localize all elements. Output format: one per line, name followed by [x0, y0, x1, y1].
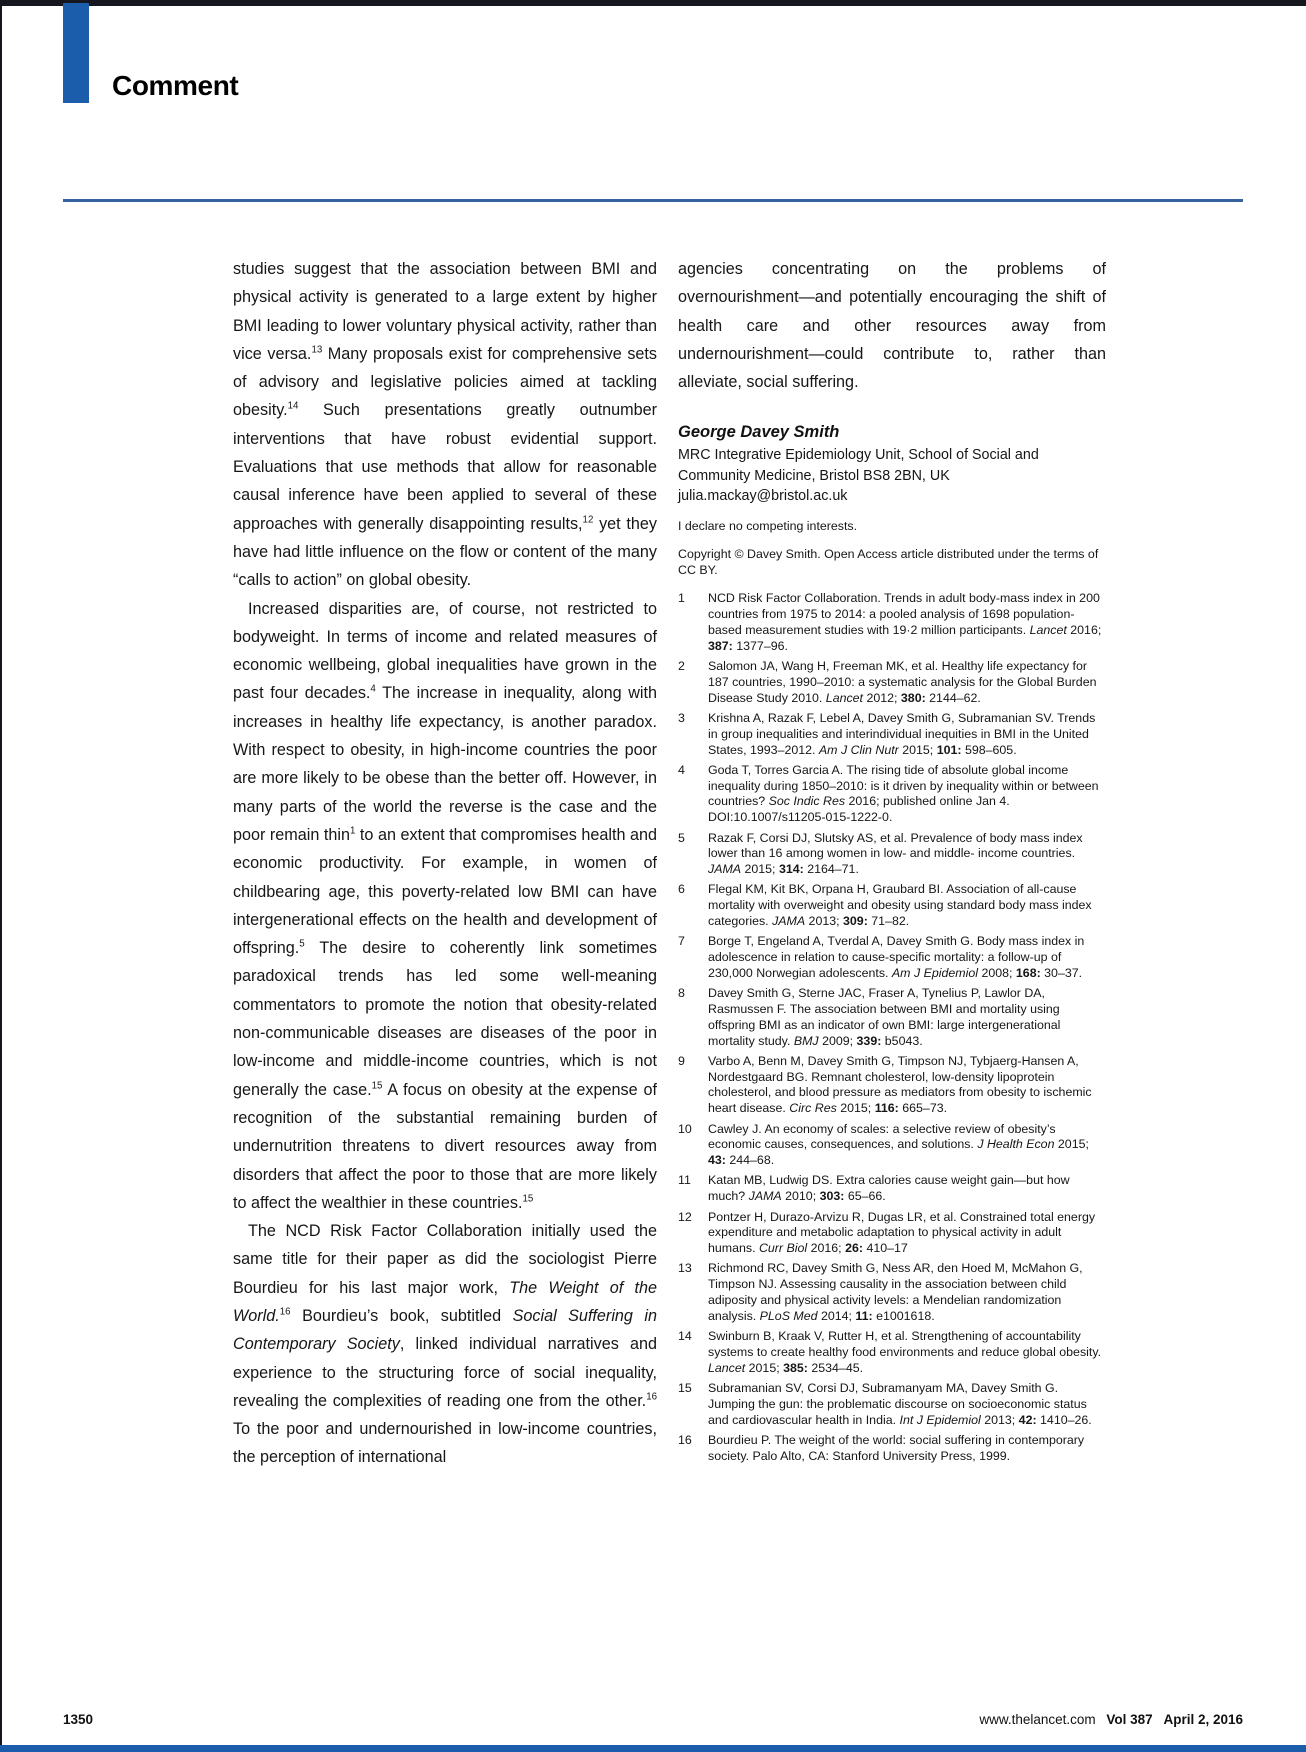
reference-item	[678, 882, 1106, 929]
reference-number: 2	[678, 659, 685, 674]
reference-number: 14	[678, 1329, 692, 1344]
footer-citation	[972, 1712, 1243, 1727]
reference-item	[678, 831, 1106, 878]
reference-text: Bourdieu P. The weight of the world: social suffering in contemporary society. Palo Alto, CA: Stanford University Press, 1999.	[708, 1432, 1085, 1463]
footer-volume: Vol 387	[1106, 1712, 1153, 1727]
reference-number: 15	[678, 1381, 692, 1396]
competing-interests-declaration: I declare no competing interests.	[678, 518, 858, 533]
section-title: Comment	[112, 70, 239, 101]
reference-text: Krishna A, Razak F, Lebel A, Davey Smith G, Subramanian SV. Trends in group inequalities and interindividual inequities in BMI in the United States, 1993–2012. Am J Clin Nutr 2015; 101: 598–605.	[708, 710, 1096, 757]
reference-number: 9	[678, 1053, 685, 1068]
page-footer	[63, 1712, 1243, 1727]
reference-item	[678, 763, 1106, 826]
right-column	[678, 255, 1106, 1472]
reference-number: 8	[678, 986, 685, 1001]
reference-text: Davey Smith G, Sterne JAC, Fraser A, Tynelius P, Lawlor DA, Rasmussen F. The association between BMI and mortality using offspring BMI as an indicator of own BMI: large intergenerational mortality study. BMJ 2009; 339: b5043.	[708, 986, 1061, 1048]
reference-item	[678, 1329, 1106, 1376]
reference-item	[678, 1381, 1106, 1428]
reference-text: NCD Risk Factor Collaboration. Trends in adult body-mass index in 200 countries from 1975 to 2014: a pooled analysis of 1698 population-based measurement studies with 19·2 million participants. Lancet 2016; 387: 1377–96.	[708, 591, 1102, 653]
reference-number: 7	[678, 934, 685, 949]
reference-item	[678, 591, 1106, 654]
header-rule	[63, 199, 1243, 202]
left-edge-line	[0, 0, 2, 1752]
reference-item	[678, 1122, 1106, 1169]
reference-text: Salomon JA, Wang H, Freeman MK, et al. Healthy life expectancy for 187 countries, 1990–2010: a systematic analysis for the Global Burden Disease Study 2010. Lancet 2012; 380: 2144–62.	[708, 659, 1097, 705]
reference-item	[678, 1173, 1106, 1205]
footer-date: April 2, 2016	[1163, 1712, 1243, 1727]
reference-text: Richmond RC, Davey Smith G, Ness AR, den Hoed M, McMahon G, Timpson NJ. Assessing causality in the association between child adiposity and physical activity levels: a Mendelian randomization analysis. PLoS Med 2014; 11: e1001618.	[708, 1261, 1083, 1323]
reference-text: Swinburn B, Kraak V, Rutter H, et al. Strengthening of accountability systems to create healthy food environments and reduce global obesity. Lancet 2015; 385: 2534–45.	[708, 1329, 1102, 1375]
reference-text: Cawley J. An economy of scales: a selective review of obesity’s economic causes, consequences, and solutions. J Health Econ 2015; 43: 244–68.	[708, 1121, 1089, 1168]
article-body	[233, 255, 1106, 1472]
reference-number: 4	[678, 762, 685, 777]
body-paragraph-4: agencies concentrating on the problems of overnourishment—and potentially encouraging the shift of health care and other resources away from undernourishment—could contribute to, rather than alleviate, social suffering.	[678, 260, 1106, 392]
reference-number: 10	[678, 1121, 692, 1136]
section-accent-bar	[63, 3, 89, 103]
body-paragraph-2: Increased disparities are, of course, not restricted to bodyweight. In terms of income and related measures of economic wellbeing, global inequalities have grown in the past four decades.$^4$ The increase in inequality, along with increases in healthy life expectancy, is another paradox. With respect to obesity, in high-income countries the poor are more likely to be obese than the better off. However, in many parts of the world the reverse is the case and the poor remain thin$^1$ to an extent that compromises health and economic productivity. For example, in women of childbearing age, this poverty-related low BMI can have intergenerational effects on the health and development of offspring.$^5$ The desire to coherently link sometimes paradoxical trends has led some well-meaning commentators to promote the notion that obesity-related non-communicable diseases are diseases of the poor in low-income and middle-income countries, which is not generally the case.$^{15}$ A focus on obesity at the expense of recognition of the substantial remaining burden of undernutrition threatens to divert resources away from disorders that affect the poor to those that are more likely to affect the wealthier in these countries.$^{15}$	[233, 599, 657, 1212]
reference-text: Goda T, Torres Garcia A. The rising tide of absolute global income inequality during 1850–2010: is it driven by inequality within or between countries? Soc Indic Res 2016; published online Jan 4. DOI:10.1007/s11205-015-1222-0.	[708, 762, 1099, 825]
reference-number: 11	[678, 1173, 691, 1188]
reference-item	[678, 659, 1106, 706]
reference-number: 13	[678, 1261, 692, 1276]
reference-text: Razak F, Corsi DJ, Slutsky AS, et al. Prevalence of body mass index lower than 16 among women in low- and middle- income countries. JAMA 2015; 314: 2164–71.	[708, 830, 1083, 877]
reference-item	[678, 1261, 1106, 1324]
copyright-statement: Copyright © Davey Smith. Open Access article distributed under the terms of CC BY.	[678, 546, 1099, 577]
reference-text: Pontzer H, Durazo-Arvizu R, Dugas LR, et al. Constrained total energy expenditure and metabolic adaptation to physical activity in adult humans. Curr Biol 2016; 26: 410–17	[708, 1209, 1096, 1256]
reference-item	[678, 1433, 1106, 1465]
reference-item	[678, 711, 1106, 758]
reference-number: 12	[678, 1209, 692, 1224]
reference-item	[678, 1210, 1106, 1257]
body-paragraph-3: The NCD Risk Factor Collaboration initially used the same title for their paper as did the sociologist Pierre Bourdieu for his last major work, The Weight of the World.$^{16}$ Bourdieu’s book, subtitled Social Suffering in Contemporary Society, linked individual narratives and experience to the structuring force of social inequality, revealing the complexities of reading one from the other.$^{16}$ To the poor and undernourished in low-income countries, the perception of international	[233, 1222, 657, 1467]
reference-item	[678, 934, 1106, 981]
reference-text: Varbo A, Benn M, Davey Smith G, Timpson NJ, Tybjaerg-Hansen A, Nordestgaard BG. Remnant cholesterol, low-density lipoprotein cholesterol, and blood pressure as mediators from obesity to ischemic heart disease. Circ Res 2015; 116: 665–73.	[708, 1053, 1092, 1116]
page-number: 1350	[63, 1712, 94, 1727]
top-edge-bar	[0, 0, 1306, 6]
reference-number: 1	[678, 591, 685, 606]
reference-text: Flegal KM, Kit BK, Orpana H, Graubard BI. Association of all-cause mortality with overweight and obesity using standard body mass index categories. JAMA 2013; 309: 71–82.	[708, 882, 1092, 929]
left-column	[233, 255, 657, 1472]
reference-text: Katan MB, Ludwig DS. Extra calories cause weight gain—but how much? JAMA 2010; 303: 65–66.	[708, 1173, 1070, 1204]
reference-text: Borge T, Engeland A, Tverdal A, Davey Smith G. Body mass index in adolescence in relation to cause-specific mortality: a follow-up of 230,000 Norwegian adolescents. Am J Epidemiol 2008; 168: 30–37.	[708, 934, 1085, 980]
body-paragraph-1: studies suggest that the association between BMI and physical activity is generated to a large extent by higher BMI leading to lower voluntary physical activity, rather than vice versa.$^{13}$ Many proposals exist for comprehensive sets of advisory and legislative policies aimed at tackling obesity.$^{14}$ Such presentations greatly outnumber interventions that have robust evidential support. Evaluations that use methods that allow for reasonable causal inference have been applied to several of these approaches with generally disappointing results,$^{12}$ yet they have had little influence on the flow or content of the many “calls to action” on global obesity.	[233, 260, 658, 590]
reference-number: 5	[678, 830, 685, 845]
reference-item	[678, 1054, 1106, 1117]
reference-number: 3	[678, 710, 685, 725]
reference-number: 6	[678, 882, 685, 897]
reference-item	[678, 986, 1106, 1049]
references-list	[678, 591, 1106, 1464]
author-affiliation: MRC Integrative Epidemiology Unit, School of Social and Community Medicine, Bristol BS8 2BN, UK	[678, 447, 1039, 484]
reference-number: 16	[678, 1432, 692, 1447]
footer-site: www.thelancet.com	[979, 1712, 1096, 1727]
author-email-link[interactable]: julia.mackay@bristol.ac.uk	[678, 488, 848, 505]
bottom-edge-bar	[0, 1745, 1306, 1752]
reference-text: Subramanian SV, Corsi DJ, Subramanyam MA, Davey Smith G. Jumping the gun: the problematic discourse on socioeconomic status and cardiovascular health in India. Int J Epidemiol 2013; 42: 1410–26.	[708, 1381, 1092, 1427]
author-name: George Davey Smith	[678, 423, 840, 442]
